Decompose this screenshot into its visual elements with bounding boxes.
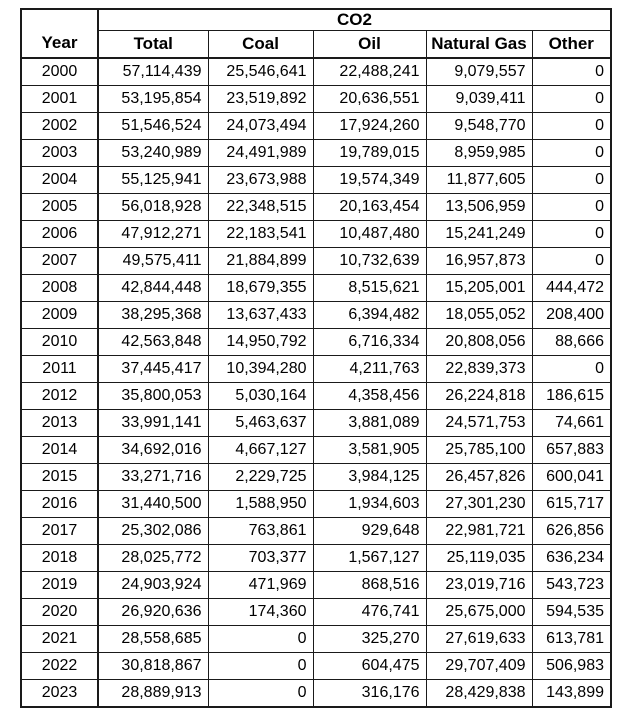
value-cell: 30,818,867 [98, 653, 208, 680]
table-row [21, 653, 611, 680]
value-cell: 19,789,015 [313, 140, 426, 167]
year-cell: 2001 [21, 86, 98, 113]
year-cell: 2022 [21, 653, 98, 680]
table-row [21, 545, 611, 572]
value-cell: 22,183,541 [208, 221, 313, 248]
value-cell: 0 [532, 248, 611, 275]
value-cell: 27,619,633 [426, 626, 532, 653]
value-cell: 20,636,551 [313, 86, 426, 113]
value-cell: 42,563,848 [98, 329, 208, 356]
year-cell: 2012 [21, 383, 98, 410]
table-row [21, 329, 611, 356]
value-cell: 35,800,053 [98, 383, 208, 410]
value-cell: 28,429,838 [426, 680, 532, 708]
value-cell: 15,241,249 [426, 221, 532, 248]
value-cell: 37,445,417 [98, 356, 208, 383]
co2-emissions-table-container [20, 8, 612, 708]
value-cell: 471,969 [208, 572, 313, 599]
column-header-other: Other [532, 31, 611, 59]
value-cell: 325,270 [313, 626, 426, 653]
value-cell: 88,666 [532, 329, 611, 356]
year-cell: 2000 [21, 58, 98, 86]
year-cell: 2016 [21, 491, 98, 518]
value-cell: 929,648 [313, 518, 426, 545]
value-cell: 14,950,792 [208, 329, 313, 356]
value-cell: 28,889,913 [98, 680, 208, 708]
value-cell: 476,741 [313, 599, 426, 626]
value-cell: 600,041 [532, 464, 611, 491]
value-cell: 24,491,989 [208, 140, 313, 167]
co2-group-header: CO2 [98, 9, 611, 31]
value-cell: 25,785,100 [426, 437, 532, 464]
value-cell: 21,884,899 [208, 248, 313, 275]
column-header-coal: Coal [208, 31, 313, 59]
value-cell: 5,463,637 [208, 410, 313, 437]
value-cell: 4,211,763 [313, 356, 426, 383]
value-cell: 594,535 [532, 599, 611, 626]
value-cell: 186,615 [532, 383, 611, 410]
value-cell: 0 [532, 167, 611, 194]
table-header [21, 9, 611, 58]
value-cell: 20,163,454 [313, 194, 426, 221]
value-cell: 51,546,524 [98, 113, 208, 140]
table-row [21, 491, 611, 518]
column-header-total: Total [98, 31, 208, 59]
value-cell: 703,377 [208, 545, 313, 572]
table-row [21, 572, 611, 599]
table-row [21, 410, 611, 437]
value-cell: 23,673,988 [208, 167, 313, 194]
value-cell: 8,515,621 [313, 275, 426, 302]
table-row [21, 140, 611, 167]
value-cell: 25,546,641 [208, 58, 313, 86]
value-cell: 20,808,056 [426, 329, 532, 356]
value-cell: 10,487,480 [313, 221, 426, 248]
value-cell: 763,861 [208, 518, 313, 545]
value-cell: 604,475 [313, 653, 426, 680]
value-cell: 0 [208, 680, 313, 708]
value-cell: 28,025,772 [98, 545, 208, 572]
value-cell: 42,844,448 [98, 275, 208, 302]
value-cell: 26,457,826 [426, 464, 532, 491]
value-cell: 8,959,985 [426, 140, 532, 167]
value-cell: 2,229,725 [208, 464, 313, 491]
year-cell: 2008 [21, 275, 98, 302]
value-cell: 5,030,164 [208, 383, 313, 410]
column-header-natural-gas: Natural Gas [426, 31, 532, 59]
value-cell: 28,558,685 [98, 626, 208, 653]
column-header-year: Year [21, 9, 98, 58]
value-cell: 38,295,368 [98, 302, 208, 329]
value-cell: 4,358,456 [313, 383, 426, 410]
value-cell: 11,877,605 [426, 167, 532, 194]
year-cell: 2005 [21, 194, 98, 221]
table-row [21, 167, 611, 194]
value-cell: 74,661 [532, 410, 611, 437]
value-cell: 25,675,000 [426, 599, 532, 626]
table-row [21, 194, 611, 221]
year-cell: 2004 [21, 167, 98, 194]
year-cell: 2014 [21, 437, 98, 464]
value-cell: 0 [532, 194, 611, 221]
value-cell: 0 [532, 113, 611, 140]
value-cell: 47,912,271 [98, 221, 208, 248]
value-cell: 174,360 [208, 599, 313, 626]
value-cell: 10,394,280 [208, 356, 313, 383]
table-row [21, 58, 611, 86]
value-cell: 23,019,716 [426, 572, 532, 599]
column-header-oil: Oil [313, 31, 426, 59]
value-cell: 636,234 [532, 545, 611, 572]
value-cell: 10,732,639 [313, 248, 426, 275]
value-cell: 17,924,260 [313, 113, 426, 140]
value-cell: 25,119,035 [426, 545, 532, 572]
value-cell: 26,224,818 [426, 383, 532, 410]
value-cell: 18,679,355 [208, 275, 313, 302]
value-cell: 0 [532, 356, 611, 383]
table-row [21, 356, 611, 383]
value-cell: 16,957,873 [426, 248, 532, 275]
value-cell: 6,394,482 [313, 302, 426, 329]
value-cell: 3,881,089 [313, 410, 426, 437]
value-cell: 316,176 [313, 680, 426, 708]
year-cell: 2017 [21, 518, 98, 545]
value-cell: 1,588,950 [208, 491, 313, 518]
column-header-row [21, 31, 611, 59]
value-cell: 6,716,334 [313, 329, 426, 356]
value-cell: 0 [532, 221, 611, 248]
table-row [21, 599, 611, 626]
value-cell: 0 [532, 140, 611, 167]
year-cell: 2013 [21, 410, 98, 437]
year-cell: 2019 [21, 572, 98, 599]
value-cell: 13,506,959 [426, 194, 532, 221]
value-cell: 208,400 [532, 302, 611, 329]
value-cell: 22,839,373 [426, 356, 532, 383]
value-cell: 9,039,411 [426, 86, 532, 113]
value-cell: 19,574,349 [313, 167, 426, 194]
value-cell: 29,707,409 [426, 653, 532, 680]
table-row [21, 626, 611, 653]
year-cell: 2020 [21, 599, 98, 626]
value-cell: 615,717 [532, 491, 611, 518]
value-cell: 49,575,411 [98, 248, 208, 275]
value-cell: 4,667,127 [208, 437, 313, 464]
table-row [21, 383, 611, 410]
co2-emissions-table [20, 8, 612, 708]
year-cell: 2002 [21, 113, 98, 140]
value-cell: 0 [208, 626, 313, 653]
year-cell: 2006 [21, 221, 98, 248]
value-cell: 3,581,905 [313, 437, 426, 464]
value-cell: 33,991,141 [98, 410, 208, 437]
year-cell: 2023 [21, 680, 98, 708]
year-cell: 2007 [21, 248, 98, 275]
value-cell: 543,723 [532, 572, 611, 599]
year-cell: 2009 [21, 302, 98, 329]
table-row [21, 113, 611, 140]
table-body [21, 58, 611, 707]
year-cell: 2010 [21, 329, 98, 356]
value-cell: 0 [208, 653, 313, 680]
value-cell: 55,125,941 [98, 167, 208, 194]
table-row [21, 437, 611, 464]
value-cell: 53,240,989 [98, 140, 208, 167]
year-cell: 2015 [21, 464, 98, 491]
value-cell: 13,637,433 [208, 302, 313, 329]
value-cell: 15,205,001 [426, 275, 532, 302]
value-cell: 0 [532, 58, 611, 86]
value-cell: 613,781 [532, 626, 611, 653]
year-cell: 2021 [21, 626, 98, 653]
table-row [21, 248, 611, 275]
value-cell: 22,348,515 [208, 194, 313, 221]
table-row [21, 680, 611, 708]
year-cell: 2018 [21, 545, 98, 572]
year-cell: 2011 [21, 356, 98, 383]
value-cell: 0 [532, 86, 611, 113]
value-cell: 24,073,494 [208, 113, 313, 140]
value-cell: 506,983 [532, 653, 611, 680]
value-cell: 22,488,241 [313, 58, 426, 86]
value-cell: 24,903,924 [98, 572, 208, 599]
value-cell: 57,114,439 [98, 58, 208, 86]
table-row [21, 275, 611, 302]
value-cell: 1,567,127 [313, 545, 426, 572]
value-cell: 444,472 [532, 275, 611, 302]
value-cell: 31,440,500 [98, 491, 208, 518]
value-cell: 626,856 [532, 518, 611, 545]
value-cell: 9,548,770 [426, 113, 532, 140]
group-header-row [21, 9, 611, 31]
value-cell: 25,302,086 [98, 518, 208, 545]
value-cell: 23,519,892 [208, 86, 313, 113]
table-row [21, 464, 611, 491]
table-row [21, 221, 611, 248]
value-cell: 1,934,603 [313, 491, 426, 518]
table-row [21, 302, 611, 329]
year-cell: 2003 [21, 140, 98, 167]
table-row [21, 518, 611, 545]
value-cell: 53,195,854 [98, 86, 208, 113]
value-cell: 143,899 [532, 680, 611, 708]
value-cell: 24,571,753 [426, 410, 532, 437]
table-row [21, 86, 611, 113]
value-cell: 9,079,557 [426, 58, 532, 86]
value-cell: 18,055,052 [426, 302, 532, 329]
value-cell: 26,920,636 [98, 599, 208, 626]
value-cell: 34,692,016 [98, 437, 208, 464]
value-cell: 56,018,928 [98, 194, 208, 221]
value-cell: 868,516 [313, 572, 426, 599]
value-cell: 22,981,721 [426, 518, 532, 545]
value-cell: 33,271,716 [98, 464, 208, 491]
value-cell: 657,883 [532, 437, 611, 464]
value-cell: 27,301,230 [426, 491, 532, 518]
value-cell: 3,984,125 [313, 464, 426, 491]
